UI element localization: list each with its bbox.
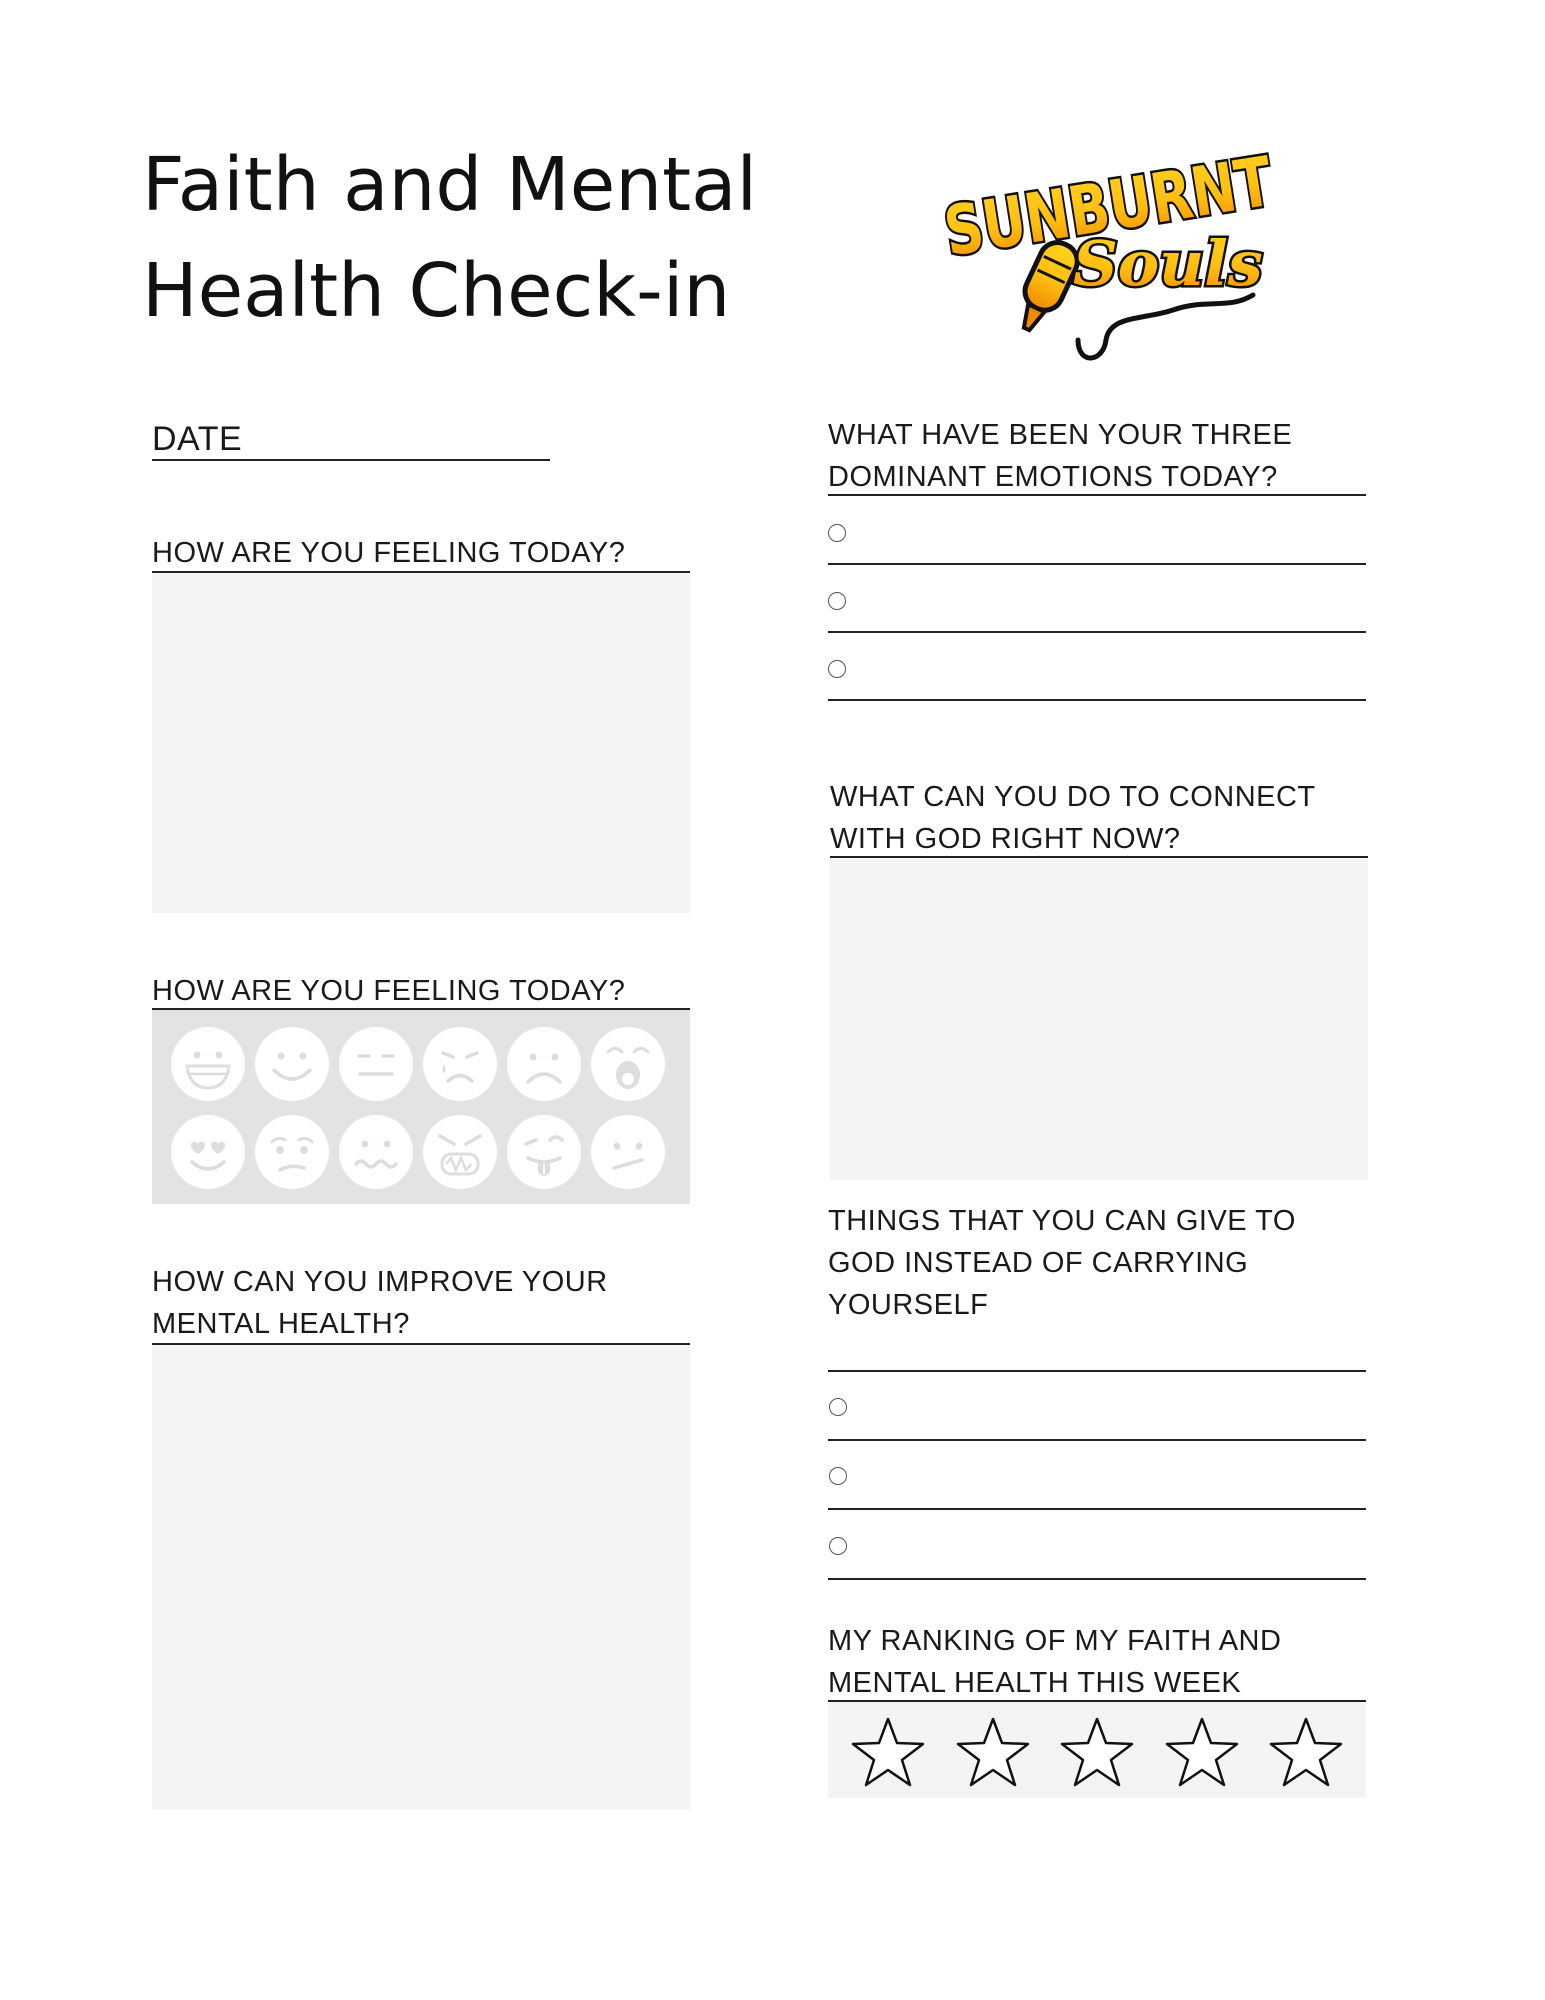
shocked-face-icon[interactable]	[590, 1026, 666, 1102]
tongue-out-face-icon[interactable]	[506, 1114, 582, 1190]
emotion-3-checkbox[interactable]	[828, 660, 846, 678]
frowning-face-icon[interactable]	[506, 1026, 582, 1102]
emotion-1-checkbox[interactable]	[828, 524, 846, 542]
give-2-checkbox[interactable]	[829, 1467, 847, 1485]
ranking-heading: MY RANKING OF MY FAITH AND MENTAL HEALTH THIS WEEK	[828, 1625, 1282, 1699]
give-3-line[interactable]	[828, 1578, 1366, 1580]
grinning-face-icon[interactable]	[170, 1026, 246, 1102]
give-3-checkbox[interactable]	[829, 1537, 847, 1555]
give-heading: THINGS THAT YOU CAN GIVE TO GOD INSTEAD OF CARRYING YOURSELF	[828, 1205, 1296, 1321]
angry-face-icon[interactable]	[422, 1114, 498, 1190]
sad-teary-face-icon[interactable]	[422, 1026, 498, 1102]
emotion-1-line[interactable]	[828, 563, 1366, 565]
give-1-checkbox[interactable]	[829, 1398, 847, 1416]
sunburnt-souls-logo	[928, 135, 1288, 365]
star-2-icon[interactable]	[955, 1716, 1031, 1788]
neutral-face-icon[interactable]	[338, 1026, 414, 1102]
face-grid	[170, 1026, 666, 1190]
page-title: Faith and Mental Health Check-in	[142, 142, 758, 334]
connect-answer-box[interactable]	[830, 858, 1368, 1180]
star-rating	[850, 1716, 1344, 1788]
divider	[828, 1370, 1366, 1372]
star-1-icon[interactable]	[850, 1716, 926, 1788]
emotion-3-line[interactable]	[828, 699, 1366, 701]
connect-heading: WHAT CAN YOU DO TO CONNECT WITH GOD RIGHT NOW?	[830, 781, 1316, 855]
star-5-icon[interactable]	[1268, 1716, 1344, 1788]
divider	[828, 494, 1366, 496]
feeling-faces-heading: HOW ARE YOU FEELING TODAY?	[152, 975, 626, 1007]
date-label: DATE	[152, 420, 243, 458]
feeling-today-answer-box[interactable]	[152, 573, 690, 913]
smiling-face-icon[interactable]	[254, 1026, 330, 1102]
emotions-heading: WHAT HAVE BEEN YOUR THREE DOMINANT EMOTIONS TODAY?	[828, 419, 1293, 493]
face-picker-panel	[152, 1010, 690, 1204]
star-4-icon[interactable]	[1164, 1716, 1240, 1788]
logo-graphic	[928, 135, 1288, 365]
give-2-line[interactable]	[828, 1508, 1366, 1510]
heart-eyes-face-icon[interactable]	[170, 1114, 246, 1190]
improve-answer-box[interactable]	[152, 1345, 690, 1810]
star-3-icon[interactable]	[1059, 1716, 1135, 1788]
date-field-line[interactable]	[152, 459, 550, 461]
emotion-2-line[interactable]	[828, 631, 1366, 633]
star-rating-panel	[828, 1702, 1366, 1798]
emotion-2-checkbox[interactable]	[828, 592, 846, 610]
improve-heading: HOW CAN YOU IMPROVE YOUR MENTAL HEALTH?	[152, 1266, 608, 1340]
give-1-line[interactable]	[828, 1439, 1366, 1441]
worried-face-icon[interactable]	[254, 1114, 330, 1190]
skeptical-face-icon[interactable]	[590, 1114, 666, 1190]
queasy-face-icon[interactable]	[338, 1114, 414, 1190]
svg-text:Souls: Souls	[1073, 227, 1263, 300]
svg-text:SUNBURNT: SUNBURNT	[939, 135, 1288, 273]
feeling-today-heading: HOW ARE YOU FEELING TODAY?	[152, 537, 626, 569]
